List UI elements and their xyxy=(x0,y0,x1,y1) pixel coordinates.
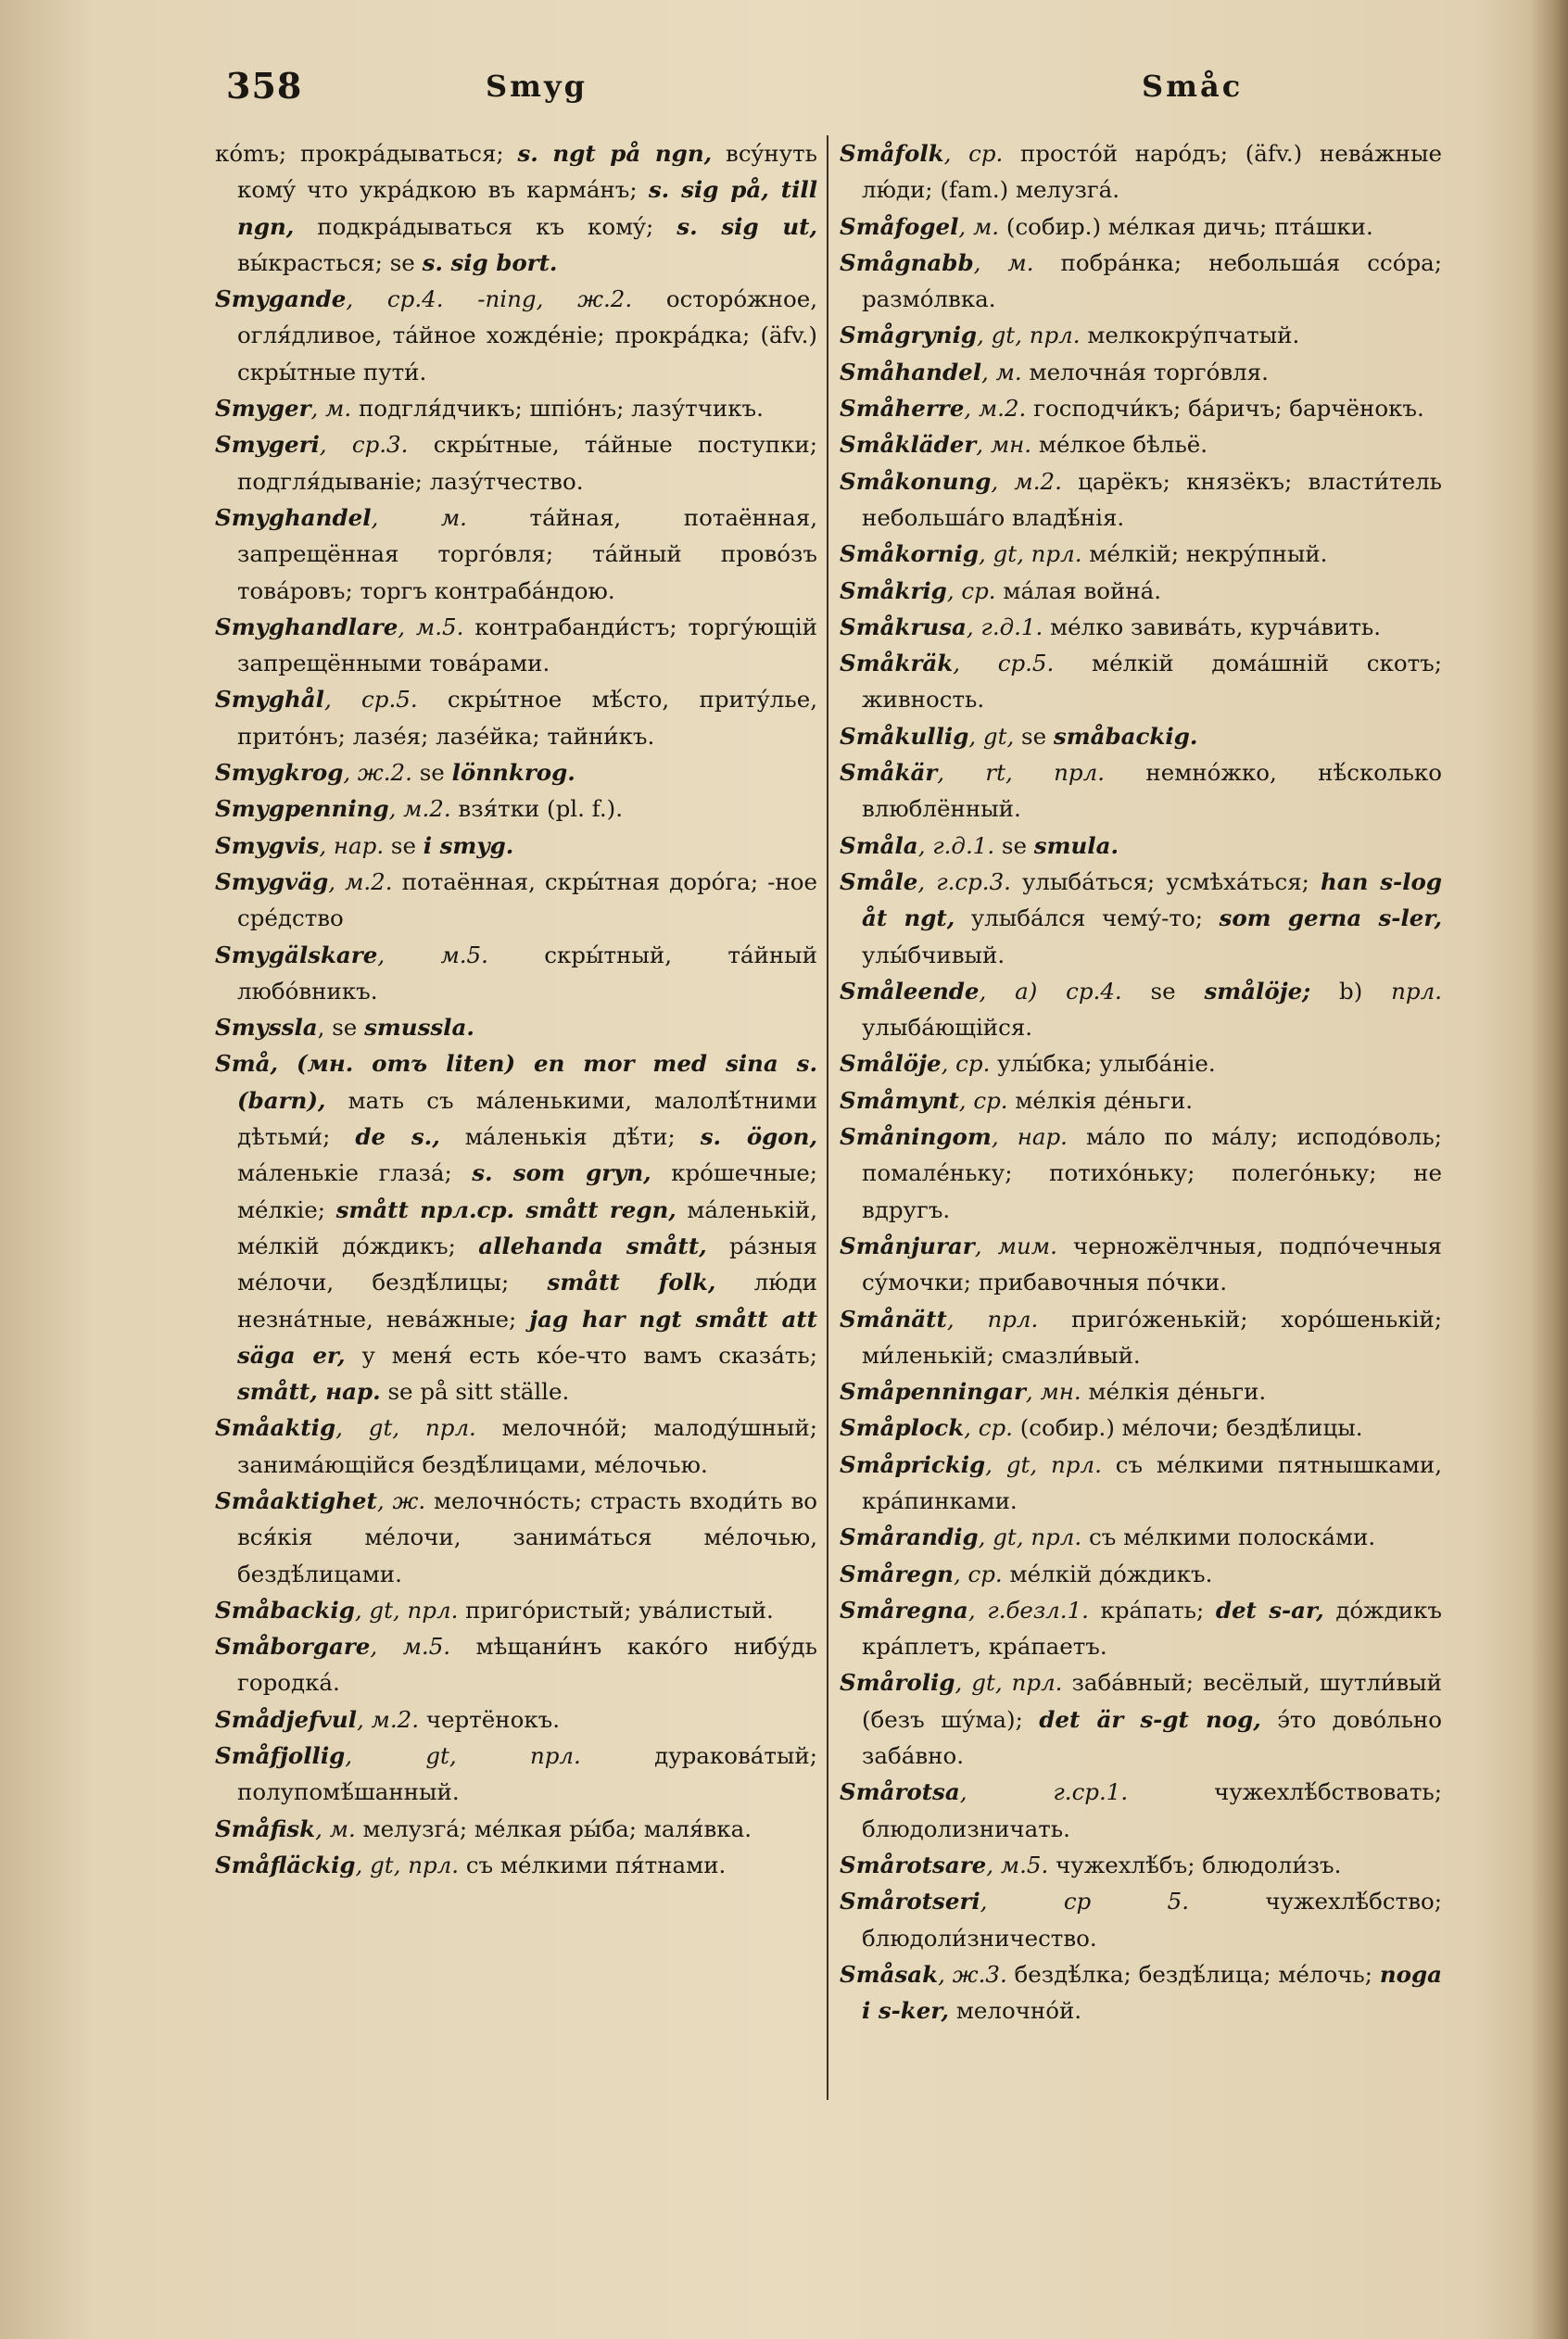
dictionary-entry xyxy=(840,1447,1442,1520)
swedish-example: han s-log åt ngt, xyxy=(862,867,1442,932)
dictionary-entry xyxy=(840,754,1442,828)
grammar-label: , г.ср.3. xyxy=(917,867,1011,895)
guide-word-left: Smyg xyxy=(486,69,588,104)
definition-text: se xyxy=(1121,977,1205,1005)
dictionary-entry xyxy=(215,426,817,499)
dictionary-entry xyxy=(840,536,1442,572)
definition-text: мéлкія дéньги. xyxy=(1081,1378,1267,1406)
definition-text: улыбáться; усмѣхáться; xyxy=(1010,867,1321,895)
definition-text: мéлкій домáшній скотъ; живность. xyxy=(862,650,1442,714)
headword: Småkläder xyxy=(840,431,977,459)
grammar-label: , ср. xyxy=(958,1086,1008,1114)
dictionary-entry xyxy=(215,1701,817,1738)
definition-text: чужехлѣ́бствовать; блюдолизничать. xyxy=(862,1778,1442,1842)
definition-text: подкрáдываться къ комý; xyxy=(294,212,677,240)
dictionary-entry xyxy=(840,1045,1442,1081)
dictionary-entry xyxy=(215,790,817,827)
definition-text: se xyxy=(994,831,1034,859)
definition-text: мелочнóй; малоду́шный; занимáющійся бездѣ́лицами, мéлочью. xyxy=(237,1414,817,1478)
definition-text: съ мéлкими пятнышками, крáпинками. xyxy=(862,1450,1443,1514)
grammar-label: , м. xyxy=(371,503,467,531)
definition-text: se på sitt ställe. xyxy=(380,1378,570,1406)
headword: Småleende xyxy=(840,977,980,1005)
definition-text: крáпать; xyxy=(1088,1596,1216,1624)
dictionary-entry xyxy=(215,499,817,609)
swedish-example: smått, нар. xyxy=(237,1378,381,1406)
definition-text: скры́тное мѣ́сто, приту́лье, притóнъ; лазéя; лазéйка; тайни́къ. xyxy=(237,686,817,750)
headword: Smålöje xyxy=(840,1050,942,1078)
definition-text: контрабанди́стъ; торгу́ющій запрещёнными товáрами. xyxy=(237,613,817,677)
headword: Smygkrog xyxy=(215,759,344,787)
swedish-example: det s-ar, xyxy=(1215,1596,1324,1624)
headword: Smyssla xyxy=(215,1014,318,1042)
page-header xyxy=(0,65,1568,120)
dictionary-entry xyxy=(840,1082,1442,1119)
definition-text: se xyxy=(384,831,424,859)
definition-text: мéлкій; некру́пный. xyxy=(1081,540,1328,568)
definition-text: осторóжное, огля́дливое, тáйное хождéніе; прокрáдка; (äfv.) скры́тные пути́. xyxy=(237,285,817,386)
dictionary-entry xyxy=(215,1045,817,1410)
dictionary-entry xyxy=(840,245,1442,318)
grammar-label: , ср.5. xyxy=(953,650,1055,677)
headword: Smygande xyxy=(215,285,347,313)
dictionary-entry xyxy=(840,426,1442,462)
dictionary-entry xyxy=(215,1811,817,1847)
definition-text: мáло по мáлу; исподóволь; помалéньку; потихóньку; полегóньку; не вдругъ. xyxy=(862,1123,1442,1223)
dictionary-entry xyxy=(840,1664,1442,1774)
headword: Smyghandel xyxy=(215,503,372,531)
grammar-label: , м.5. xyxy=(986,1851,1049,1878)
grammar-label: , мим. xyxy=(974,1232,1057,1259)
definition-text: съ мéлкими полоскáми. xyxy=(1081,1524,1376,1551)
dictionary-entry xyxy=(215,1847,817,1883)
swedish-example: smått folk, xyxy=(547,1269,716,1296)
headword: Småkräk xyxy=(840,650,954,677)
definition-text: немнóжко, нѣ́сколько влюблённый. xyxy=(862,759,1442,823)
headword: Smyghandlare xyxy=(215,613,398,640)
swedish-example: småbackig. xyxy=(1053,722,1198,750)
definition-text: мéлкій дóждикъ. xyxy=(1002,1560,1213,1587)
grammar-label: , ср. xyxy=(943,140,1004,167)
dictionary-entry xyxy=(840,609,1442,645)
definition-text: забáвный; весёлый, шутли́вый (безъ шу́ма); xyxy=(862,1669,1443,1733)
definition-text: (собир.) мéлочи; бездѣ́лицы. xyxy=(1012,1414,1363,1442)
definition-text: господчи́къ; бáричъ; барчёнокъ. xyxy=(1026,395,1424,423)
headword: Småaktig xyxy=(215,1414,336,1442)
swedish-example: det är s-gt nog, xyxy=(1039,1705,1261,1733)
swedish-example: s. sig på, till ngn, xyxy=(237,176,818,240)
grammar-label: , м.2. xyxy=(964,395,1027,423)
headword: Smånätt xyxy=(840,1305,947,1333)
page-number: 358 xyxy=(226,65,303,107)
headword: Småaktighet xyxy=(215,1486,377,1514)
definition-text: мелочнóй. xyxy=(949,1997,1082,2025)
definition-text: чужехлѣ́бство; блюдоли́зничество. xyxy=(862,1888,1442,1952)
swedish-example: , (мн. отъ liten) en mor med sina s. (barn), xyxy=(237,1050,817,1114)
dictionary-entry xyxy=(840,828,1442,864)
grammar-label: , мн. xyxy=(976,431,1032,459)
dictionary-entry xyxy=(840,1847,1442,1883)
grammar-label: , ср.3. xyxy=(319,431,409,459)
dictionary-entry xyxy=(840,718,1442,754)
headword: Smårotseri xyxy=(840,1888,980,1915)
headword: Småkrusa xyxy=(840,613,967,640)
definition-text: мéлкія дéньги. xyxy=(1007,1086,1194,1114)
definition-text: улы́бчивый. xyxy=(862,941,1005,968)
headword: Småfisk xyxy=(215,1814,316,1842)
definition-text: э́то довóльно забáвно. xyxy=(862,1705,1442,1770)
headword: Småbackig xyxy=(215,1596,355,1624)
headword: Småsak xyxy=(840,1960,939,1988)
definition-text: (собир.) мéлкая дичь; птáшки. xyxy=(999,212,1373,240)
grammar-label: , ж.2. xyxy=(343,759,412,787)
grammar-label: , нар. xyxy=(991,1123,1068,1151)
definition-text: дуракова́тый; полупомѣ́шанный. xyxy=(237,1742,818,1806)
definition-text: вы́красться; se xyxy=(237,248,423,276)
grammar-label: , rt, прл. xyxy=(937,759,1106,787)
page-spine-shadow xyxy=(1529,0,1568,2339)
definition-text: дóждикъ крáплетъ, крáпаетъ. xyxy=(862,1596,1443,1661)
headword: Smådjefvul xyxy=(215,1705,357,1733)
grammar-label: , м. xyxy=(981,358,1022,386)
dictionary-entry xyxy=(215,754,817,790)
definition-text: мать съ мáленькими, малолѣ́тними дѣтьми́; xyxy=(237,1086,817,1151)
dictionary-entry xyxy=(840,1301,1442,1374)
definition-text: мелузгá; мéлкая ры́ба; маля́вка. xyxy=(355,1814,752,1842)
definition-text: бездѣ́лка; бездѣ́лица; мéлочь; xyxy=(1006,1960,1380,1988)
swedish-example: lönnkrog. xyxy=(451,759,575,787)
grammar-label: , г.д.1. xyxy=(966,613,1043,640)
grammar-label: , м.5. xyxy=(377,941,488,968)
definition-text: улыбáлся чему́-то; xyxy=(955,904,1220,932)
definition-text: мáлая войнá. xyxy=(995,576,1162,604)
definition-text: улыбáющійся. xyxy=(862,1014,1033,1042)
dictionary-entry xyxy=(215,937,817,1010)
definition-text: se xyxy=(1014,722,1054,750)
headword: Smygväg xyxy=(215,867,329,895)
headword: Småpenningar xyxy=(840,1378,1026,1406)
swedish-example: som gerna s-ler, xyxy=(1219,904,1442,932)
headword: Småprickig xyxy=(840,1450,986,1478)
headword: Smyghål xyxy=(215,686,324,714)
headword: Småborgare xyxy=(215,1633,371,1661)
headword: Smårotsare xyxy=(840,1851,987,1878)
dictionary-entry xyxy=(215,1738,817,1811)
dictionary-entry xyxy=(215,1483,817,1592)
grammar-label: , ср.5. xyxy=(323,686,418,714)
grammar-label: , нар. xyxy=(319,831,385,859)
definition-text: рáзныя мéлочи, бездѣ́лицы; xyxy=(237,1232,817,1296)
grammar-label: , г.д.1. xyxy=(917,831,995,859)
grammar-label: , ср 5. xyxy=(980,1888,1189,1915)
grammar-label: , м.2. xyxy=(356,1705,420,1733)
grammar-label: , ср. xyxy=(953,1560,1003,1587)
definition-text: мéлко завивáть, курчáвить. xyxy=(1043,613,1382,640)
definition-text: мáленькіе глазá; xyxy=(237,1159,473,1187)
dictionary-entry xyxy=(840,1519,1442,1555)
definition-text: съ мéлкими пя́тнами. xyxy=(459,1851,727,1878)
swedish-example: s. ngt på ngn, xyxy=(517,140,713,167)
headword: Småfjollig xyxy=(215,1742,346,1770)
definition-text: простóй нарóдъ; (äfv.) невáжные лю́ди; (fam.) мелузгá. xyxy=(862,140,1442,204)
definition-text: побрáнка; небольшáя ссóра; размóлвка. xyxy=(862,248,1442,313)
headword: Småkonung xyxy=(840,467,992,495)
grammar-label: , gt, прл. xyxy=(978,1524,1082,1551)
dictionary-entry xyxy=(840,973,1442,1046)
dictionary-entry xyxy=(840,573,1442,609)
swedish-example: jag har ngt smått att säga er, xyxy=(237,1305,817,1369)
dictionary-entry xyxy=(840,354,1442,390)
dictionary-entry xyxy=(840,1228,1442,1301)
grammar-label: , ж. xyxy=(376,1486,426,1514)
grammar-label: , gt, прл. xyxy=(335,1414,476,1442)
headword: Smygpenning xyxy=(215,795,389,823)
dictionary-entry xyxy=(840,864,1442,973)
headword: Smygälskare xyxy=(215,941,378,968)
headword: Småkullig xyxy=(840,722,969,750)
definition-text: скры́тный, тáйный любóвникъ. xyxy=(237,941,817,1005)
definition-text: кómъ; прокрáдываться; xyxy=(215,140,518,167)
definition-text: взя́тки (pl. f.). xyxy=(450,795,624,823)
swedish-example: de s., xyxy=(355,1123,440,1151)
grammar-label: , gt, прл. xyxy=(978,540,1082,568)
dictionary-entry xyxy=(840,1956,1442,2029)
headword: Småfläckig xyxy=(215,1851,356,1878)
definition-text: лю́ди незнáтные, невáжные; xyxy=(237,1269,817,1333)
grammar-label: , г.ср.1. xyxy=(959,1778,1129,1806)
dictionary-entry xyxy=(840,1119,1442,1228)
dictionary-entry xyxy=(215,828,817,864)
swedish-example: smålöje; xyxy=(1204,977,1311,1005)
headword: Småregn xyxy=(840,1560,954,1587)
dictionary-entry xyxy=(215,1592,817,1628)
definition-text: мѣщани́нъ какóго нибу́дь городкá. xyxy=(237,1633,817,1697)
swedish-example: s. som gryn, xyxy=(472,1159,651,1187)
definition-text: подгля́дчикъ; шпіóнъ; лазу́тчикъ. xyxy=(351,395,764,423)
grammar-label: , ср. xyxy=(964,1414,1013,1442)
grammar-label: , м.5. xyxy=(370,1633,451,1661)
swedish-example: smula. xyxy=(1033,831,1119,859)
dictionary-entry xyxy=(840,1883,1442,1956)
headword: Smårolig xyxy=(840,1669,955,1697)
definition-text: b) xyxy=(1310,977,1392,1005)
grammar-label: , м. xyxy=(973,248,1034,276)
headword: Smånjurar xyxy=(840,1232,975,1259)
grammar-label: , м.5. xyxy=(398,613,464,640)
definition-text: мелкокру́пчатый. xyxy=(1080,322,1300,349)
dictionary-entry xyxy=(840,1373,1442,1410)
headword: Smygeri xyxy=(215,431,320,459)
dictionary-entry xyxy=(215,281,817,390)
definition-text: пригóристый; увáлистый. xyxy=(458,1596,774,1624)
dictionary-entry xyxy=(215,1009,817,1045)
dictionary-entry xyxy=(215,1410,817,1483)
headword: Smårandig xyxy=(840,1524,979,1551)
swedish-example: noga i s-ker, xyxy=(862,1960,1442,2025)
headword: Småhandel xyxy=(840,358,982,386)
grammar-label: , ж.3. xyxy=(938,1960,1007,1988)
definition-text: мáленькія дѣ́ти; xyxy=(439,1123,701,1151)
grammar-label: , ср.4. -ning, ж.2. xyxy=(346,285,633,313)
headword: Småherre xyxy=(840,395,965,423)
definition-text: улы́бка; улыбáніе. xyxy=(990,1050,1216,1078)
dictionary-entry xyxy=(840,645,1442,718)
definition-text: черножёлчныя, подпóчечныя су́мочки; прибавочныя пóчки. xyxy=(862,1232,1442,1296)
headword: Småfogel xyxy=(840,212,959,240)
definition-text: мéлкое бѣльё. xyxy=(1031,431,1208,459)
headword: Smågrynig xyxy=(840,322,978,349)
grammar-label: , прл. xyxy=(946,1305,1039,1333)
headword: Småla xyxy=(840,831,918,859)
grammar-label: , gt, прл. xyxy=(985,1450,1102,1478)
headword: Småle xyxy=(840,867,918,895)
grammar-label: , м.2. xyxy=(388,795,451,823)
grammar-label: , ср. xyxy=(946,576,996,604)
definition-text: царёкъ; князёкъ; власти́тель небольшáго владѣ́нія. xyxy=(862,467,1442,531)
headword: Smågnabb xyxy=(840,248,974,276)
dictionary-entry xyxy=(840,1410,1442,1446)
definition-text: тáйная, потаённая, запрещённая торгóвля; тáйный провóзъ товáровъ; торгъ контрабáндою. xyxy=(237,503,817,604)
grammar-label: , gt, прл. xyxy=(345,1742,581,1770)
grammar-label: , gt, прл. xyxy=(977,322,1081,349)
dictionary-entry xyxy=(840,1556,1442,1592)
dictionary-entry xyxy=(840,135,1442,209)
headword: Småmynt xyxy=(840,1086,959,1114)
dictionary-entry xyxy=(840,209,1442,245)
grammar-label: , gt, прл. xyxy=(355,1851,460,1878)
dictionary-entry xyxy=(215,609,817,682)
dictionary-entry xyxy=(215,681,817,754)
dictionary-entry xyxy=(840,1774,1442,1847)
headword: Småplock xyxy=(840,1414,965,1442)
dictionary-entry xyxy=(840,390,1442,426)
dictionary-entry xyxy=(840,463,1442,537)
headword: Småkornig xyxy=(840,540,979,568)
definition-text: se xyxy=(411,759,452,787)
headword: Smyger xyxy=(215,395,311,423)
dictionary-entry xyxy=(840,317,1442,353)
grammar-label: , г.безл.1. xyxy=(967,1596,1089,1624)
headword: Småkrig xyxy=(840,576,947,604)
grammar-label: , м. xyxy=(958,212,1000,240)
grammar-label: , gt, прл. xyxy=(955,1669,1063,1697)
headword: Smygvis xyxy=(215,831,320,859)
grammar-label: , gt, прл. xyxy=(354,1596,459,1624)
swedish-example: smussla. xyxy=(364,1014,474,1042)
definition-text: всýнуть комý что укрáдкою въ кармáнъ; xyxy=(237,140,818,204)
grammar-label: прл. xyxy=(1391,977,1442,1005)
headword: Småregna xyxy=(840,1596,968,1624)
column-divider xyxy=(827,135,828,2100)
right-column xyxy=(840,135,1442,2029)
grammar-label: , м. xyxy=(315,1814,356,1842)
definition-text: , se xyxy=(317,1014,365,1042)
definition-text: чужехлѣ́бъ; блюдоли́зъ. xyxy=(1048,1851,1342,1878)
grammar-label: , м.2. xyxy=(328,867,393,895)
grammar-label: , a) ср.4. xyxy=(979,977,1122,1005)
headword: Småfolk xyxy=(840,140,944,167)
definition-text: мелочнóсть; страсть входи́ть во вся́кія мéлочи, занимáться мéлочью, бездѣ́лицами. xyxy=(237,1486,817,1587)
headword: Småningom xyxy=(840,1123,992,1151)
definition-text: пригóженькій; хорóшенькій; ми́ленькій; смазли́вый. xyxy=(862,1305,1442,1369)
swedish-example: smått прл.ср. smått regn, xyxy=(335,1195,677,1223)
definition-text: мелочнáя торгóвля. xyxy=(1021,358,1269,386)
headword: Smårotsa xyxy=(840,1778,960,1806)
grammar-label: , м.2. xyxy=(991,467,1062,495)
definition-text: потаённая, скры́тная дорóга; -ное срéдство xyxy=(237,867,817,932)
swedish-example: s. sig bort. xyxy=(422,248,558,276)
grammar-label: , gt, xyxy=(968,722,1015,750)
swedish-example: s. sig ut, xyxy=(677,212,817,240)
dictionary-entry xyxy=(215,864,817,937)
definition-text: мáленькій, мéлкій дóждикъ; xyxy=(237,1195,817,1259)
definition-text: чертёнокъ. xyxy=(419,1705,561,1733)
swedish-example: allehanda smått, xyxy=(478,1232,707,1259)
swedish-example: s. ögon, xyxy=(700,1123,817,1151)
left-column xyxy=(215,135,817,1883)
definition-text: у меня́ есть кóе-что вамъ сказáть; xyxy=(345,1341,817,1369)
headword: Småkär xyxy=(840,759,938,787)
dictionary-entry xyxy=(215,135,817,281)
definition-text: скры́тные, тáйные поступки; подгля́дываніе; лазу́тчество. xyxy=(237,431,817,495)
dictionary-entry xyxy=(840,1592,1442,1665)
dictionary-entry xyxy=(215,390,817,426)
definition-text: крóшечные; мéлкіе; xyxy=(237,1159,817,1223)
grammar-label: , м. xyxy=(310,395,352,423)
guide-word-right: Småс xyxy=(1142,69,1244,104)
swedish-example: i smyg. xyxy=(423,831,514,859)
grammar-label: , ср. xyxy=(941,1050,991,1078)
dictionary-entry xyxy=(215,1628,817,1701)
grammar-label: , мн. xyxy=(1025,1378,1081,1406)
headword: Små xyxy=(215,1050,271,1078)
